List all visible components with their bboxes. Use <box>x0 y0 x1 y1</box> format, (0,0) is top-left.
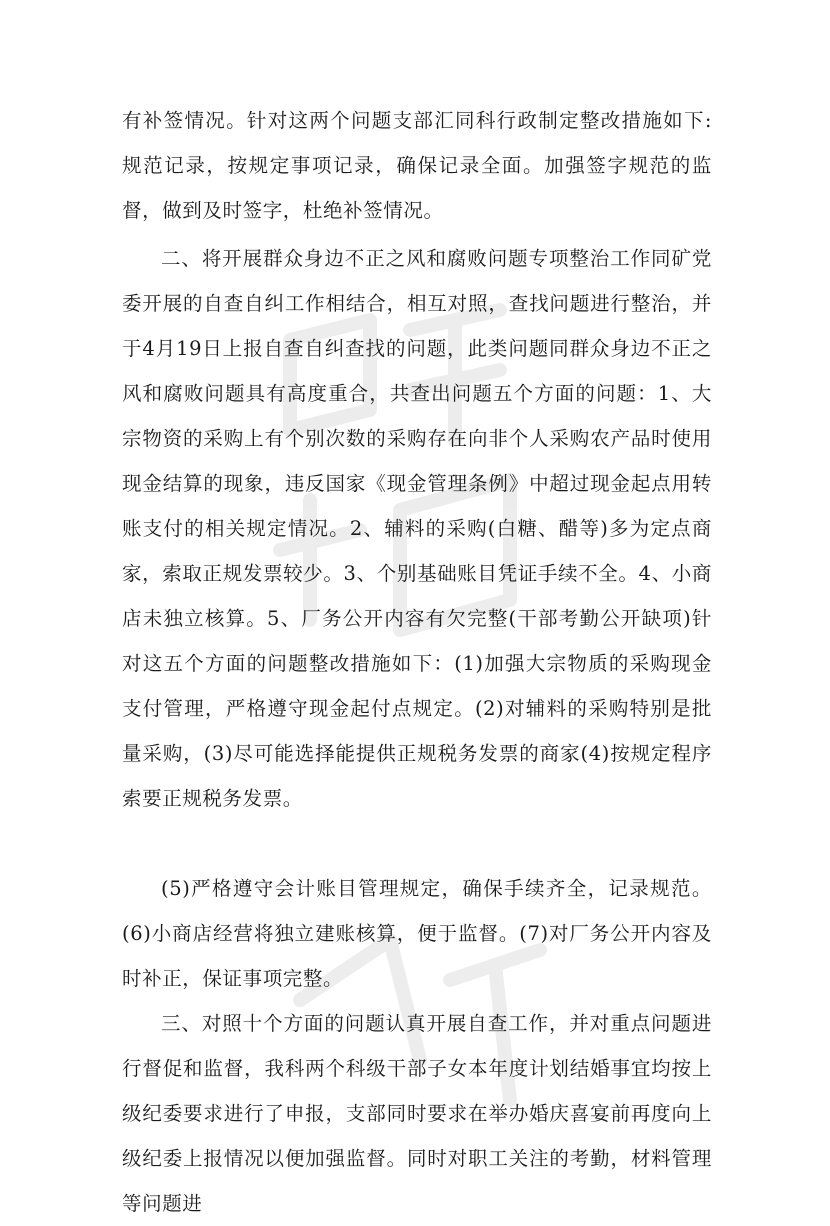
paragraph-3: (5)严格遵守会计账目管理规定，确保手续齐全，记录规范。(6)小商店经营将独立建账核算，便于监督。(7)对厂务公开内容及时补正，保证事项完整。 <box>122 877 712 990</box>
paragraph-1: 有补签情况。针对这两个问题支部汇同科行政制定整改措施如下:规范记录，按规定事项记录，确保记录全面。加强签字规范的监督，做到及时签字，杜绝补签情况。 <box>122 109 712 222</box>
paragraph-4: 三、对照十个方面的问题认真开展自查工作，并对重点问题进行督促和监督，我科两个科级干部子女本年度计划结婚事宜均按上级纪委要求进行了申报，支部同时要求在举办婚庆喜宴前再度向上级纪委上报情况以便加强监督。同时对职工关注的考勤，材料管理等问题进 <box>122 1012 712 1215</box>
document-body <box>122 98 712 1226</box>
paragraph-2: 二、将开展群众身边不正之风和腐败问题专项整治工作同矿党委开展的自查自纠工作相结合，相互对照，查找问题进行整治，并于4月19日上报自查自纠查找的问题，此类问题同群众身边不正之风和腐败问题具有高度重合，共查出问题五个方面的问题：1、大宗物资的采购上有个别次数的采购存在向非个人采购农产品时使用现金结算的现象，违反国家《现金管理条例》中超过现金起点用转账支付的相关规定情况。2、辅料的采购(白糖、醋等)多为定点商家，索取正规发票较少。3、个别基础账目凭证手续不全。4、小商店未独立核算。5、厂务公开内容有欠完整(干部考勤公开缺项)针对这五个方面的问题整改措施如下：(1)加强大宗物质的采购现金支付管理，严格遵守现金起付点规定。(2)对辅料的采购特别是批量采购，(3)尽可能选择能提供正规税务发票的商家(4)按规定程序索要正规税务发票。 <box>122 247 712 810</box>
